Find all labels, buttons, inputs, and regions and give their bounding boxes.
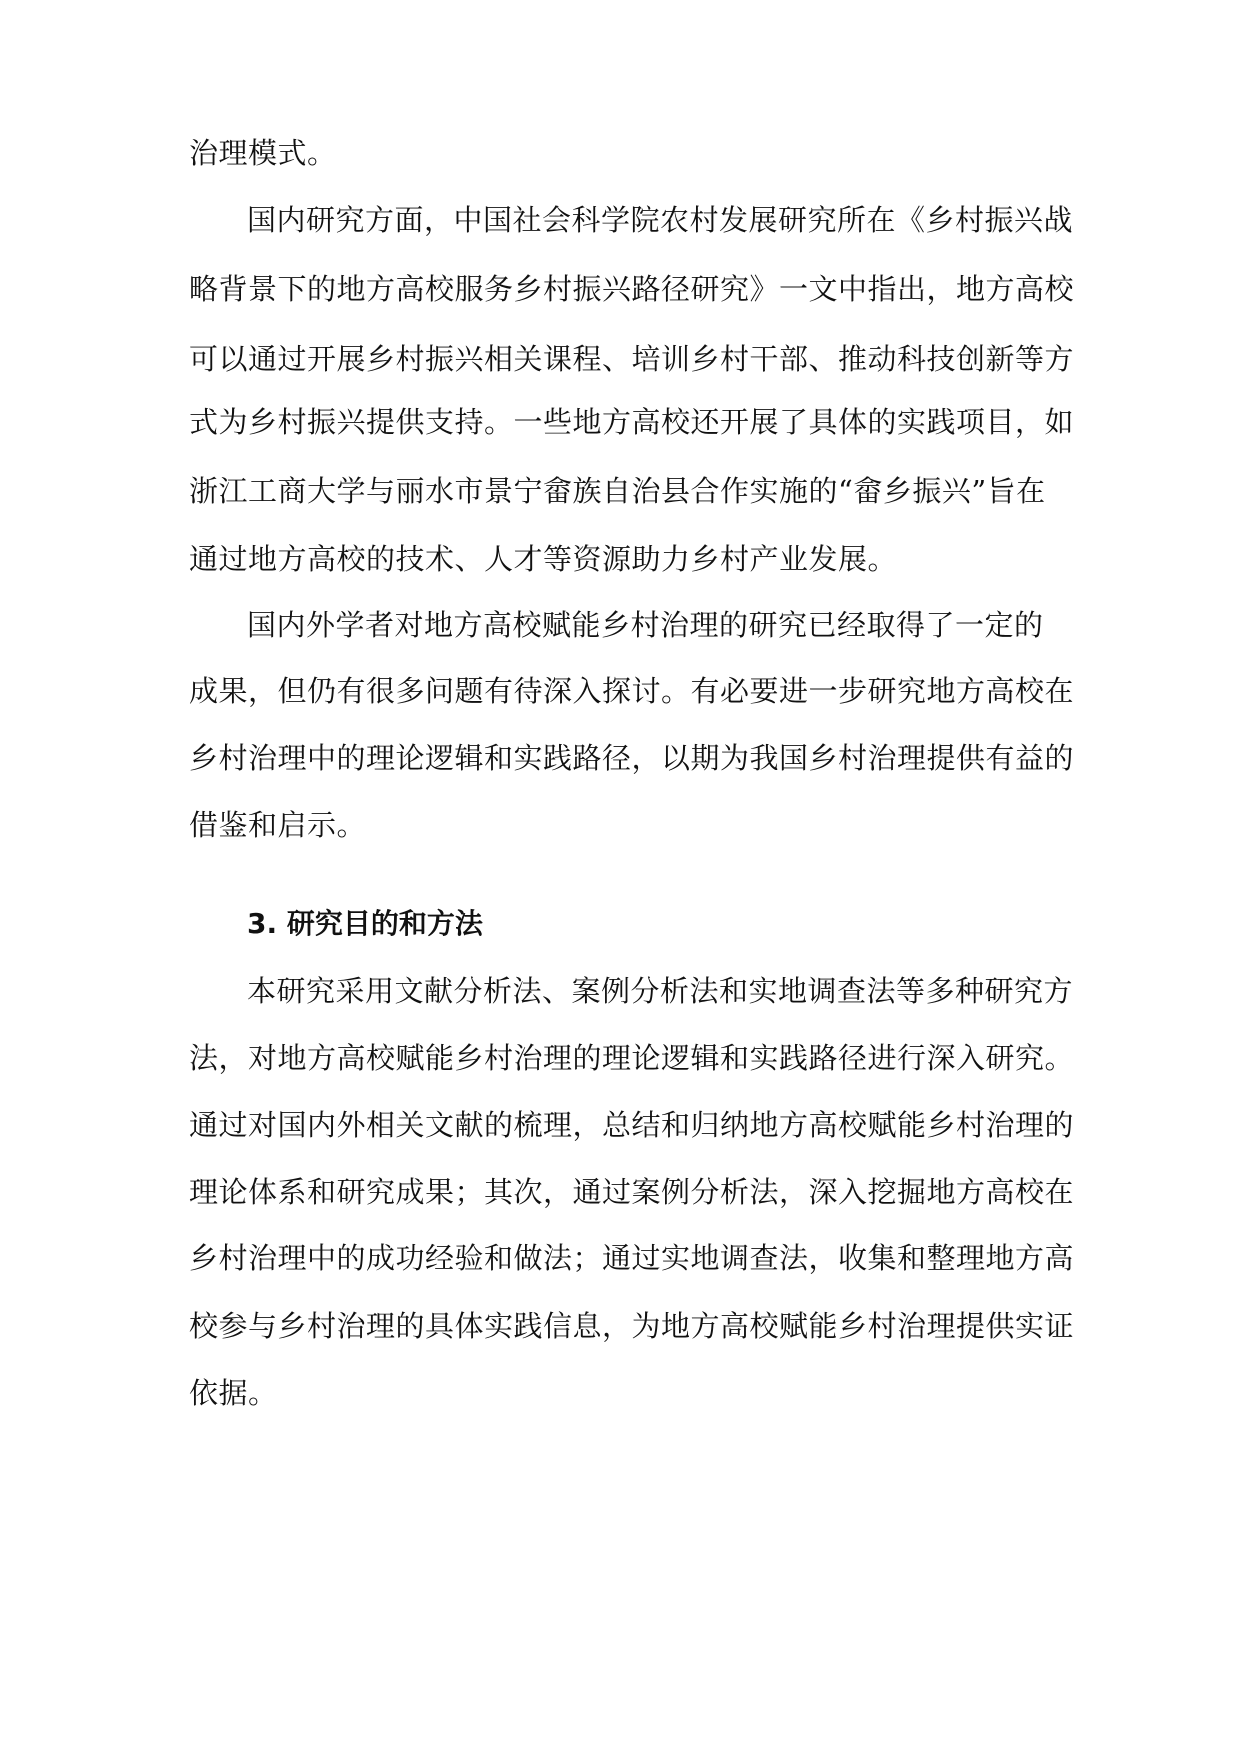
- text-line: 借鉴和启示。: [189, 808, 367, 842]
- text-line: 成果，但仍有很多问题有待深入探讨。有必要进一步研究地方高校在: [189, 674, 1075, 708]
- text-line: 国内外学者对地方高校赋能乡村治理的研究已经取得了一定的: [247, 608, 1044, 642]
- text-line: 乡村治理中的成功经验和做法；通过实地调查法，收集和整理地方高: [189, 1241, 1075, 1275]
- text-line: 法，对地方高校赋能乡村治理的理论逻辑和实践路径进行深入研究。: [189, 1041, 1075, 1075]
- text-line: 可以通过开展乡村振兴相关课程、培训乡村干部、推动科技创新等方: [189, 342, 1075, 376]
- text-line: 略背景下的地方高校服务乡村振兴路径研究》一文中指出，地方高校: [189, 272, 1075, 306]
- section-heading: 3. 研究目的和方法: [247, 907, 483, 940]
- text-line: 治理模式。: [189, 136, 337, 170]
- text-line: 国内研究方面，中国社会科学院农村发展研究所在《乡村振兴战: [247, 203, 1074, 237]
- text-line: 通过地方高校的技术、人才等资源助力乡村产业发展。: [189, 542, 898, 576]
- text-line: 依据。: [189, 1376, 278, 1410]
- text-line: 通过对国内外相关文献的梳理，总结和归纳地方高校赋能乡村治理的: [189, 1108, 1075, 1142]
- text-line: 理论体系和研究成果；其次，通过案例分析法，深入挖掘地方高校在: [189, 1175, 1075, 1209]
- text-line: 乡村治理中的理论逻辑和实践路径，以期为我国乡村治理提供有益的: [189, 741, 1075, 775]
- text-line: 本研究采用文献分析法、案例分析法和实地调查法等多种研究方: [247, 974, 1074, 1008]
- text-line: 式为乡村振兴提供支持。一些地方高校还开展了具体的实践项目，如: [189, 405, 1075, 439]
- text-line: 校参与乡村治理的具体实践信息，为地方高校赋能乡村治理提供实证: [189, 1309, 1075, 1343]
- text-line: 浙江工商大学与丽水市景宁畲族自治县合作实施的“畲乡振兴”旨在: [189, 474, 1046, 508]
